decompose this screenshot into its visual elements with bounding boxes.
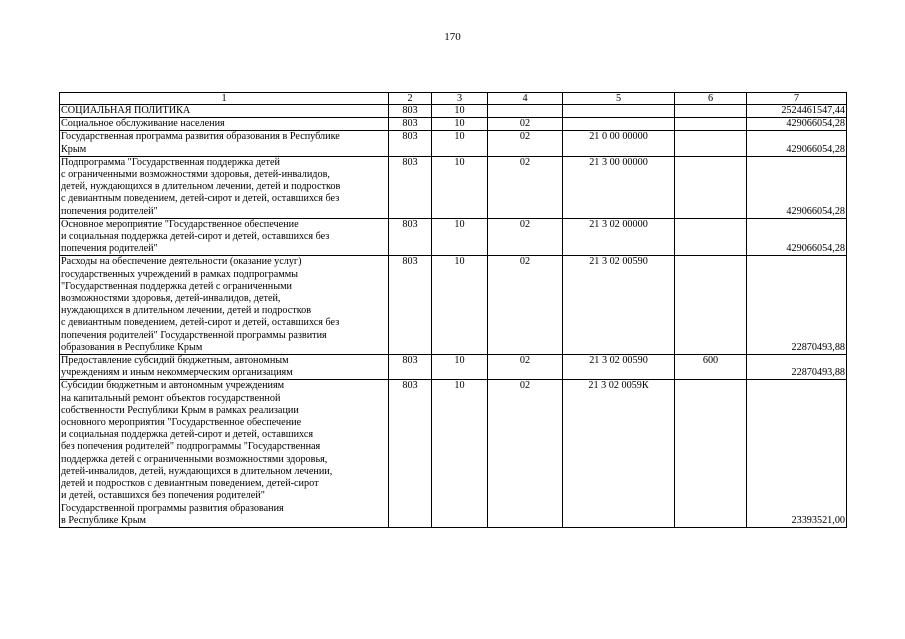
ministry-code-cell: 803 — [389, 218, 432, 256]
header-cell-5: 5 — [563, 93, 675, 105]
subsection-code-cell: 02 — [488, 355, 563, 380]
page-number: 170 — [444, 31, 461, 43]
subsection-code-cell: 02 — [488, 131, 563, 156]
header-cell-1: 1 — [60, 93, 389, 105]
expense-type-cell — [675, 218, 747, 256]
target-code-cell: 21 3 00 00000 — [563, 156, 675, 218]
table-row — [60, 256, 847, 355]
target-code-cell: 21 0 00 00000 — [563, 131, 675, 156]
ministry-code-cell: 803 — [389, 105, 432, 118]
table-body — [60, 105, 847, 528]
table-row — [60, 218, 847, 256]
ministry-code-cell: 803 — [389, 118, 432, 131]
row-name-cell: СОЦИАЛЬНАЯ ПОЛИТИКА — [60, 105, 389, 118]
section-code-cell: 10 — [432, 156, 488, 218]
table-row — [60, 355, 847, 380]
target-code-cell: 21 3 02 00590 — [563, 355, 675, 380]
target-code-cell: 21 3 02 0059К — [563, 380, 675, 527]
section-code-cell: 10 — [432, 256, 488, 355]
table-row — [60, 156, 847, 218]
row-name-cell: Подпрограмма "Государственная поддержка детей с ограниченными возможностями здоровья, детей-инвалидов, детей, нуждающихся в длительном лечении, детей и подростков с девиантным поведением, детей-сирот и детей, оставшихся без попечения родителей" — [60, 156, 389, 218]
amount-cell: 429066054,28 — [747, 156, 847, 218]
expense-type-cell — [675, 131, 747, 156]
expense-type-cell — [675, 105, 747, 118]
header-cell-4: 4 — [488, 93, 563, 105]
expense-type-cell: 600 — [675, 355, 747, 380]
target-code-cell: 21 3 02 00590 — [563, 256, 675, 355]
expense-type-cell — [675, 380, 747, 527]
expense-type-cell — [675, 156, 747, 218]
subsection-code-cell: 02 — [488, 380, 563, 527]
row-name-cell: Основное мероприятие "Государственное обеспечение и социальная поддержка детей-сирот и детей, оставшихся без попечения родителей" — [60, 218, 389, 256]
table-header — [60, 93, 847, 105]
section-code-cell: 10 — [432, 355, 488, 380]
amount-cell: 429066054,28 — [747, 118, 847, 131]
header-row — [60, 93, 847, 105]
header-cell-3: 3 — [432, 93, 488, 105]
table-row — [60, 380, 847, 527]
subsection-code-cell: 02 — [488, 118, 563, 131]
expense-type-cell — [675, 118, 747, 131]
row-name-cell: Социальное обслуживание населения — [60, 118, 389, 131]
subsection-code-cell: 02 — [488, 156, 563, 218]
expense-type-cell — [675, 256, 747, 355]
row-name-cell: Предоставление субсидий бюджетным, автономным учреждениям и иным некоммерческим организациям — [60, 355, 389, 380]
amount-cell: 2524461547,44 — [747, 105, 847, 118]
ministry-code-cell: 803 — [389, 156, 432, 218]
table-row — [60, 118, 847, 131]
target-code-cell — [563, 118, 675, 131]
amount-cell: 429066054,28 — [747, 131, 847, 156]
table-row — [60, 105, 847, 118]
ministry-code-cell: 803 — [389, 256, 432, 355]
row-name-cell: Расходы на обеспечение деятельности (оказание услуг) государственных учреждений в рамках подпрограммы "Государственная поддержка детей с ограниченными возможностями здоровья, детей-инвалидов, детей, нуждающихся в длительном лечении, детей и подростков с девиантным поведением, детей-сирот и детей, оставшихся без попечения родителей" Государственной программы развития образования в Республике Крым — [60, 256, 389, 355]
section-code-cell: 10 — [432, 118, 488, 131]
target-code-cell: 21 3 02 00000 — [563, 218, 675, 256]
section-code-cell: 10 — [432, 131, 488, 156]
section-code-cell: 10 — [432, 380, 488, 527]
header-cell-7: 7 — [747, 93, 847, 105]
ministry-code-cell: 803 — [389, 380, 432, 527]
section-code-cell: 10 — [432, 218, 488, 256]
header-cell-6: 6 — [675, 93, 747, 105]
amount-cell: 429066054,28 — [747, 218, 847, 256]
row-name-cell: Государственная программа развития образования в Республике Крым — [60, 131, 389, 156]
row-name-cell: Субсидии бюджетным и автономным учреждениям на капитальный ремонт объектов государственной собственности Республики Крым в рамках реализации основного мероприятия "Государственное обеспечение и социальная поддержка детей-сирот и детей, оставшихся без попечения родителей" подпрограммы "Государственная поддержка детей с ограниченными возможностями здоровья, детей-инвалидов, детей, нуждающихся в длительном лечении, детей и подростков с девиантным поведением, детей-сирот и детей, оставшихся без попечения родителей" Государственной программы развития образования в Республике Крым — [60, 380, 389, 527]
amount-cell: 22870493,88 — [747, 355, 847, 380]
subsection-code-cell: 02 — [488, 218, 563, 256]
subsection-code-cell: 02 — [488, 256, 563, 355]
section-code-cell: 10 — [432, 105, 488, 118]
table-row — [60, 131, 847, 156]
amount-cell: 23393521,00 — [747, 380, 847, 527]
ministry-code-cell: 803 — [389, 131, 432, 156]
target-code-cell — [563, 105, 675, 118]
ministry-code-cell: 803 — [389, 355, 432, 380]
amount-cell: 22870493,88 — [747, 256, 847, 355]
budget-table — [59, 92, 847, 528]
subsection-code-cell — [488, 105, 563, 118]
header-cell-2: 2 — [389, 93, 432, 105]
